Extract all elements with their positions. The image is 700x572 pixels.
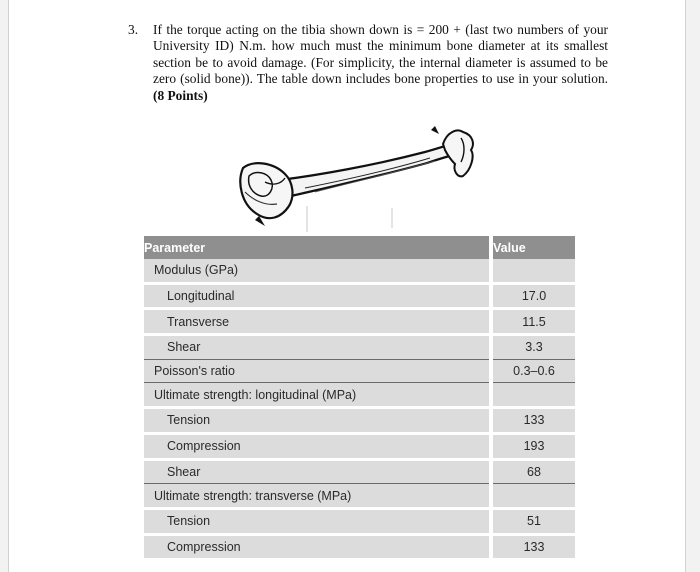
question-text bbox=[153, 22, 608, 104]
question-points: (8 Points) bbox=[153, 87, 208, 103]
tibia-illustration bbox=[225, 120, 485, 235]
value-cell bbox=[491, 259, 575, 283]
parameter-cell: Compression bbox=[144, 534, 491, 558]
parameter-cell: Modulus (GPa) bbox=[144, 259, 491, 283]
value-cell: 68 bbox=[491, 459, 575, 484]
value-cell: 3.3 bbox=[491, 335, 575, 360]
value-cell: 51 bbox=[491, 508, 575, 534]
parameter-cell: Ultimate strength: transverse (MPa) bbox=[144, 484, 491, 509]
bone-properties-table bbox=[144, 236, 575, 558]
table-row bbox=[144, 459, 575, 484]
table-row bbox=[144, 283, 575, 309]
table-row bbox=[144, 335, 575, 360]
value-cell: 0.3–0.6 bbox=[491, 359, 575, 383]
parameter-cell: Ultimate strength: longitudinal (MPa) bbox=[144, 383, 491, 408]
parameter-cell: Shear bbox=[144, 335, 491, 360]
value-cell bbox=[491, 484, 575, 509]
table-row bbox=[144, 433, 575, 459]
value-cell: 133 bbox=[491, 408, 575, 434]
table-row bbox=[144, 408, 575, 434]
question-number: 3. bbox=[128, 22, 139, 37]
value-cell: 17.0 bbox=[491, 283, 575, 309]
parameter-cell: Compression bbox=[144, 433, 491, 459]
table-row bbox=[144, 383, 575, 408]
parameter-cell: Tension bbox=[144, 508, 491, 534]
parameter-cell: Tension bbox=[144, 408, 491, 434]
table-row bbox=[144, 259, 575, 283]
table-header-row bbox=[144, 236, 575, 259]
value-cell: 11.5 bbox=[491, 309, 575, 335]
header-parameter: Parameter bbox=[144, 236, 491, 259]
value-cell bbox=[491, 383, 575, 408]
table-row bbox=[144, 484, 575, 509]
question-body: If the torque acting on the tibia shown down is = 200 + (last two numbers of your University ID) N.m. how much must the minimum bone diameter at its smallest section be to avoid damage. (For simplicity, the internal diameter is assumed to be zero (solid bone)). The table down includes bone properties to use in your solution. bbox=[153, 22, 608, 87]
value-cell: 133 bbox=[491, 534, 575, 558]
parameter-cell: Transverse bbox=[144, 309, 491, 335]
parameter-cell: Shear bbox=[144, 459, 491, 484]
parameter-cell: Longitudinal bbox=[144, 283, 491, 309]
value-cell: 193 bbox=[491, 433, 575, 459]
parameter-cell: Poisson's ratio bbox=[144, 359, 491, 383]
table-row bbox=[144, 534, 575, 558]
table-row bbox=[144, 359, 575, 383]
header-value: Value bbox=[491, 236, 575, 259]
table-row bbox=[144, 508, 575, 534]
table-row bbox=[144, 309, 575, 335]
